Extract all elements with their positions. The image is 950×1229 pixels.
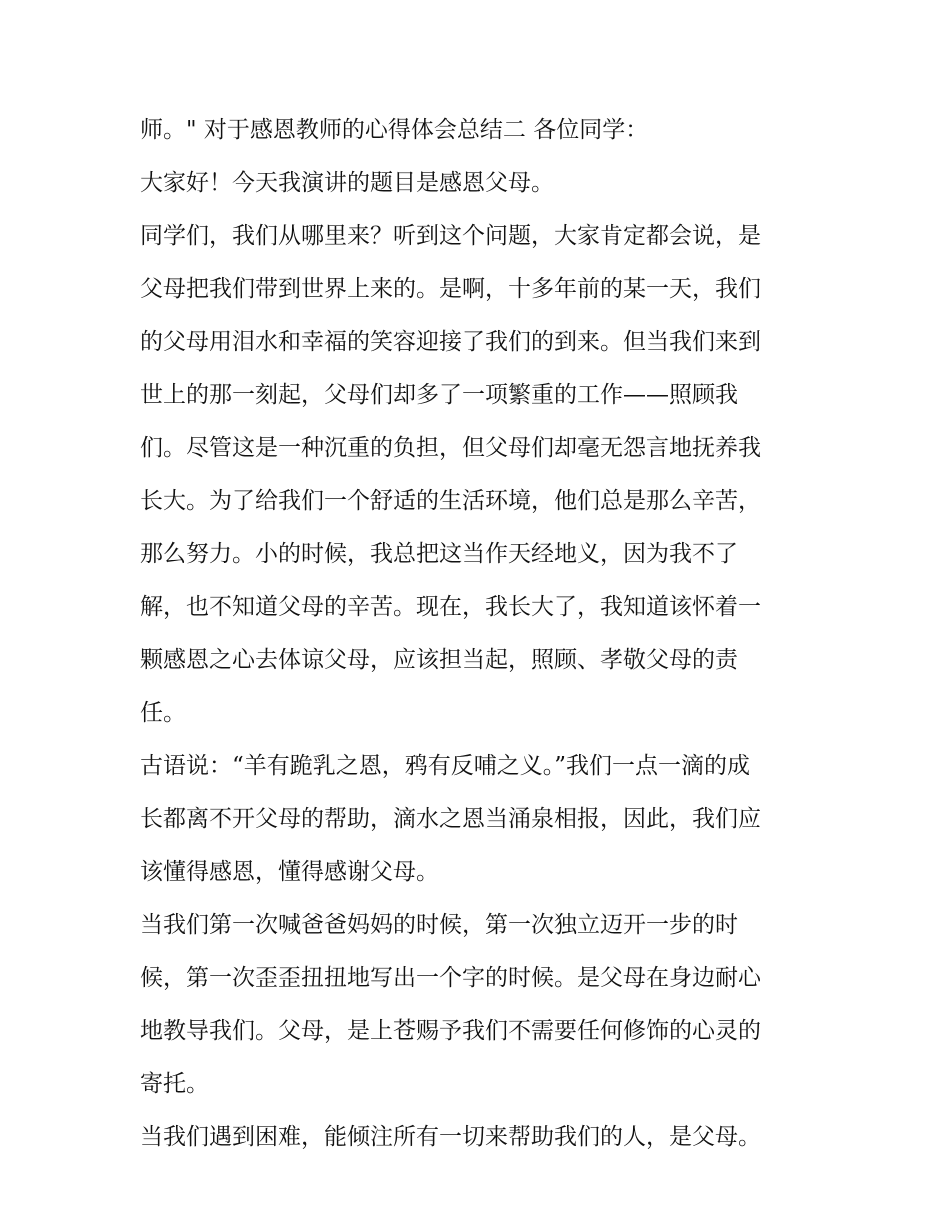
text-line: 世上的那一刻起，父母们却多了一项繁重的工作——照顾我 bbox=[140, 382, 738, 408]
text-line: 地教导我们。父母，是上苍赐予我们不需要任何修饰的心灵的 bbox=[140, 1018, 761, 1044]
text-line: 同学们，我们从哪里来？听到这个问题，大家肯定都会说，是 bbox=[140, 223, 761, 249]
body-text bbox=[140, 112, 830, 1172]
text-line: 当我们第一次喊爸爸妈妈的时候，第一次独立迈开一步的时 bbox=[140, 912, 738, 938]
text-line: 长大。为了给我们一个舒适的生活环境，他们总是那么辛苦， bbox=[140, 488, 761, 514]
text-line: 解，也不知道父母的辛苦。现在，我长大了，我知道该怀着一 bbox=[140, 594, 761, 620]
text-line: 当我们遇到困难，能倾注所有一切来帮助我们的人，是父母。 bbox=[140, 1124, 761, 1150]
text-line: 的父母用泪水和幸福的笑容迎接了我们的到来。但当我们来到 bbox=[140, 329, 761, 355]
text-line: 父母把我们带到世界上来的。是啊，十多年前的某一天，我们 bbox=[140, 276, 761, 302]
text-line: 长都离不开父母的帮助，滴水之恩当涌泉相报，因此，我们应 bbox=[140, 806, 761, 832]
text-line: 师。" 对于感恩教师的心得体会总结二 各位同学： bbox=[140, 117, 649, 143]
text-line: 寄托。 bbox=[140, 1071, 209, 1097]
text-line: 古语说：“羊有跪乳之恩，鸦有反哺之义。”我们一点一滴的成 bbox=[140, 753, 751, 779]
text-line: 们。尽管这是一种沉重的负担，但父母们却毫无怨言地抚养我 bbox=[140, 435, 761, 461]
text-line: 该懂得感恩，懂得感谢父母。 bbox=[140, 859, 439, 885]
text-line: 任。 bbox=[140, 700, 186, 726]
text-line: 那么努力。小的时候，我总把这当作天经地义，因为我不了 bbox=[140, 541, 738, 567]
text-line: 大家好！今天我演讲的题目是感恩父母。 bbox=[140, 170, 554, 196]
text-line: 颗感恩之心去体谅父母，应该担当起，照顾、孝敬父母的责 bbox=[140, 647, 738, 673]
text-line: 候，第一次歪歪扭扭地写出一个字的时候。是父母在身边耐心 bbox=[140, 965, 761, 991]
